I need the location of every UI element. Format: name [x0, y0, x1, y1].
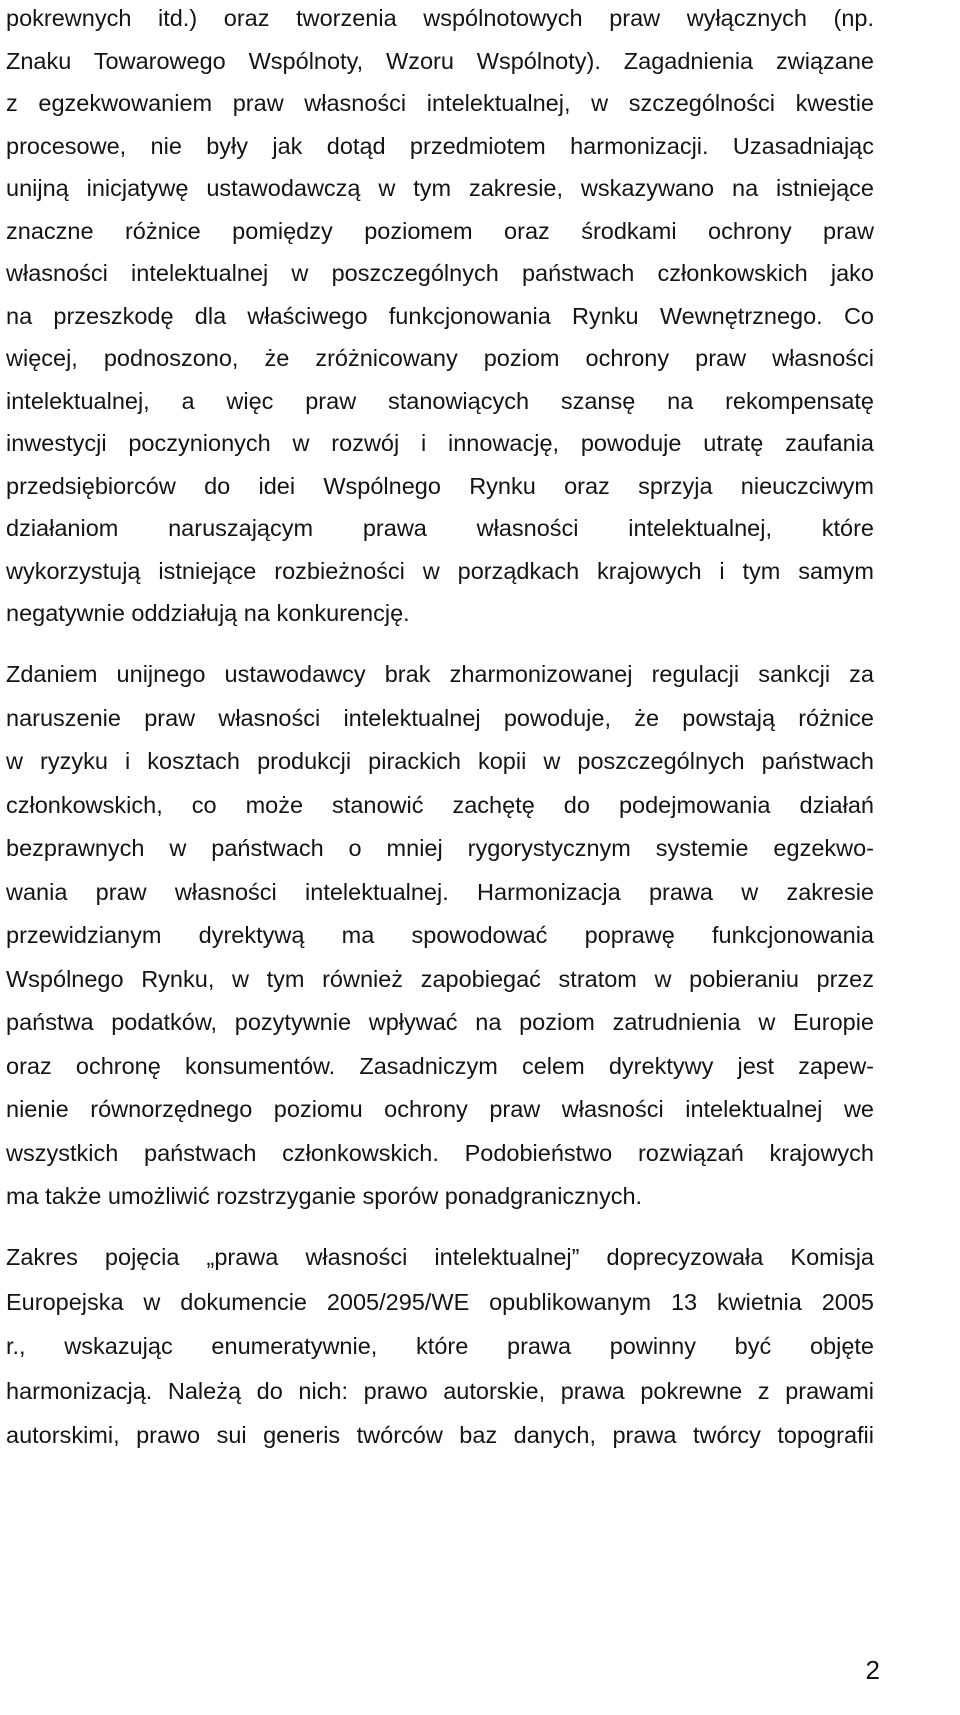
- text-line: naruszenie praw własności intelektualnej powoduje, że powstają różnice: [6, 704, 874, 731]
- text-line: Zakres pojęcia „prawa własności intelektualnej” doprecyzowała Komisja: [6, 1244, 874, 1270]
- text-line: Europejska w dokumencie 2005/295/WE opublikowanym 13 kwietnia 2005: [6, 1288, 874, 1315]
- text-line: negatywnie oddziałują na konkurencję.: [6, 600, 410, 626]
- text-line: Zdaniem unijnego ustawodawcy brak zharmonizowanej regulacji sankcji za: [6, 661, 874, 687]
- text-line: znaczne różnice pomiędzy poziomem oraz środkami ochrony praw: [6, 217, 874, 244]
- text-line: państwa podatków, pozytywnie wpływać na poziom zatrudnienia w Europie: [6, 1009, 874, 1035]
- text-line: członkowskich, co może stanowić zachętę do podejmowania działań: [6, 791, 874, 818]
- text-line: przewidzianym dyrektywą ma spowodować poprawę funkcjonowania: [6, 922, 874, 948]
- text-line: autorskimi, prawo sui generis twórców baz danych, prawa twórcy topografii: [6, 1422, 874, 1448]
- text-line: r., wskazując enumeratywnie, które prawa powinny być objęte: [6, 1333, 874, 1359]
- text-line: intelektualnej, a więc praw stanowiących szansę na rekompensatę: [6, 387, 874, 414]
- text-line: oraz ochronę konsumentów. Zasadniczym celem dyrektywy jest zapew-: [6, 1052, 874, 1079]
- text-line: ma także umożliwić rozstrzyganie sporów ponadgranicznych.: [6, 1183, 643, 1209]
- text-line: inwestycji poczynionych w rozwój i innowację, powoduje utratę zaufania: [6, 430, 874, 456]
- text-line: działaniom naruszającym prawa własności intelektualnej, które: [6, 515, 874, 541]
- text-line: harmonizacją. Należą do nich: prawo autorskie, prawa pokrewne z prawami: [6, 1377, 874, 1404]
- text-line: więcej, podnoszono, że zróżnicowany poziom ochrony praw własności: [6, 345, 874, 371]
- text-line: na przeszkodę dla właściwego funkcjonowania Rynku Wewnętrznego. Co: [6, 302, 874, 329]
- text-line: własności intelektualnej w poszczególnych państwach członkowskich jako: [6, 260, 874, 286]
- page-number: 2: [865, 1655, 880, 1685]
- text-line: wykorzystują istniejące rozbieżności w porządkach krajowych i tym samym: [6, 557, 874, 584]
- text-line: procesowe, nie były jak dotąd przedmiotem harmonizacji. Uzasadniając: [6, 132, 874, 159]
- text-line: przedsiębiorców do idei Wspólnego Rynku oraz sprzyja nieuczciwym: [6, 472, 874, 499]
- text-line: wania praw własności intelektualnej. Harmonizacja prawa w zakresie: [6, 878, 874, 905]
- text-line: z egzekwowaniem praw własności intelektualnej, w szczególności kwestie: [6, 90, 874, 116]
- text-line: Znaku Towarowego Wspólnoty, Wzoru Wspólnoty). Zagadnienia związane: [6, 47, 874, 74]
- text-line: pokrewnych itd.) oraz tworzenia wspólnotowych praw wyłącznych (np.: [6, 5, 874, 31]
- text-line: w ryzyku i kosztach produkcji pirackich kopii w poszczególnych państwach: [6, 748, 874, 774]
- text-line: nienie równorzędnego poziomu ochrony praw własności intelektualnej we: [6, 1096, 874, 1122]
- text-line: Wspólnego Rynku, w tym również zapobiegać stratom w pobieraniu przez: [6, 965, 874, 992]
- text-line: wszystkich państwach członkowskich. Podobieństwo rozwiązań krajowych: [6, 1139, 874, 1166]
- text-line: bezprawnych w państwach o mniej rygorystycznym systemie egzekwo-: [6, 835, 874, 861]
- text-line: unijną inicjatywę ustawodawczą w tym zakresie, wskazywano na istniejące: [6, 175, 874, 201]
